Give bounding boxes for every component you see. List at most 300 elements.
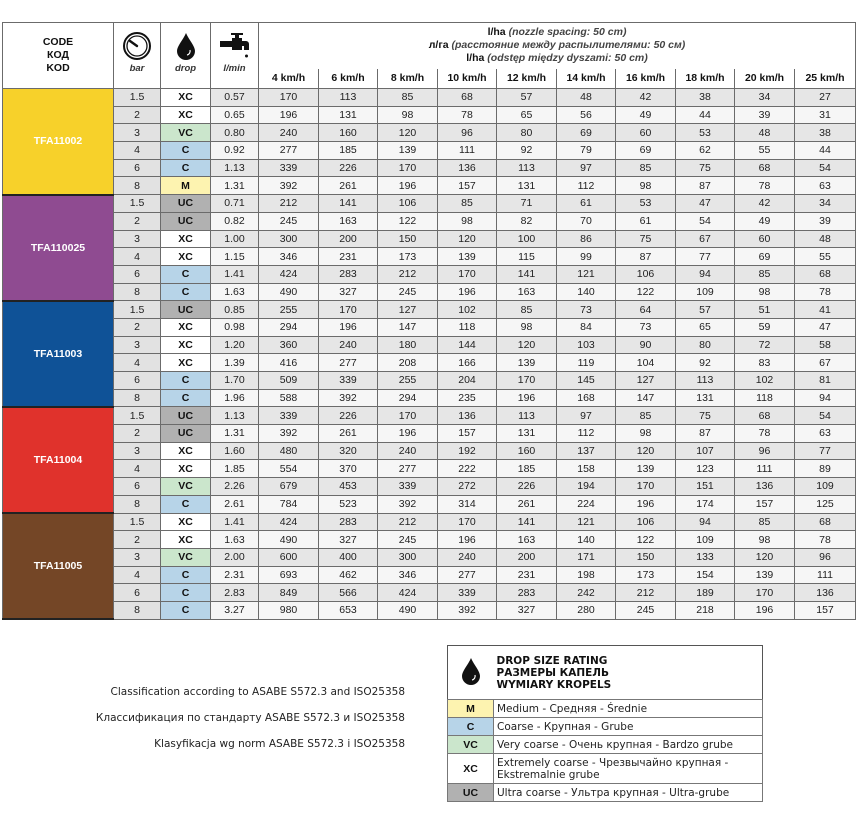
drop-size-cell: XC xyxy=(161,354,211,372)
rate-cell: 31 xyxy=(795,106,856,124)
rate-cell: 98 xyxy=(735,531,795,549)
rate-cell: 78 xyxy=(438,106,497,124)
rate-cell: 277 xyxy=(259,142,319,160)
rate-cell: 80 xyxy=(676,336,735,354)
rate-cell: 166 xyxy=(438,354,497,372)
rate-cell: 170 xyxy=(319,301,378,319)
table-row xyxy=(3,372,856,390)
rate-cell: 47 xyxy=(676,195,735,213)
rate-cell: 280 xyxy=(557,601,616,619)
rate-cell: 121 xyxy=(557,265,616,283)
drop-icon xyxy=(460,656,482,686)
table-row xyxy=(3,354,856,372)
rate-cell: 96 xyxy=(735,442,795,460)
rate-cell: 48 xyxy=(735,124,795,142)
rate-cell: 185 xyxy=(497,460,557,478)
rate-cell: 120 xyxy=(616,442,676,460)
rate-cell: 242 xyxy=(557,584,616,602)
legend-item xyxy=(448,784,763,802)
flow-rate-cell: 1.31 xyxy=(211,425,259,443)
rate-cell: 68 xyxy=(795,513,856,531)
rate-cell: 111 xyxy=(735,460,795,478)
rate-cell: 141 xyxy=(319,195,378,213)
flow-rate-cell: 0.71 xyxy=(211,195,259,213)
drop-size-cell: UC xyxy=(161,407,211,425)
flow-rate-cell: 2.83 xyxy=(211,584,259,602)
rate-cell: 58 xyxy=(795,336,856,354)
rate-cell: 113 xyxy=(319,89,378,107)
rate-cell: 104 xyxy=(616,354,676,372)
title-line-ru: л/га (расстояние между распылителями: 50 см) xyxy=(428,39,686,52)
rate-cell: 98 xyxy=(616,177,676,195)
rate-cell: 509 xyxy=(259,372,319,390)
rate-cell: 157 xyxy=(438,177,497,195)
drop-size-cell: C xyxy=(161,389,211,407)
rate-cell: 339 xyxy=(378,478,438,496)
table-row xyxy=(3,230,856,248)
rate-cell: 170 xyxy=(438,513,497,531)
rate-cell: 140 xyxy=(557,283,616,301)
rate-cell: 480 xyxy=(259,442,319,460)
rate-cell: 67 xyxy=(795,354,856,372)
rate-cell: 170 xyxy=(735,584,795,602)
speed-header-12-km-h: 12 km/h xyxy=(497,69,557,89)
drop-size-cell: UC xyxy=(161,195,211,213)
speed-header-18-km-h: 18 km/h xyxy=(676,69,735,89)
drop-size-cell: C xyxy=(161,601,211,619)
rate-cell: 119 xyxy=(557,354,616,372)
rate-cell: 189 xyxy=(676,584,735,602)
rate-cell: 462 xyxy=(319,566,378,584)
drop-size-cell: XC xyxy=(161,460,211,478)
rate-cell: 85 xyxy=(735,513,795,531)
flow-rate-cell: 1.41 xyxy=(211,265,259,283)
rate-cell: 120 xyxy=(497,336,557,354)
rate-cell: 85 xyxy=(378,89,438,107)
rate-cell: 170 xyxy=(259,89,319,107)
flow-rate-cell: 0.85 xyxy=(211,301,259,319)
rate-cell: 196 xyxy=(497,389,557,407)
legend-label: Very coarse - Очень крупная - Bardzo grube xyxy=(494,736,763,754)
rate-cell: 70 xyxy=(557,212,616,230)
flow-rate-cell: 0.98 xyxy=(211,318,259,336)
rate-cell: 139 xyxy=(735,566,795,584)
nozzle-code-cell: TFA110025 xyxy=(3,195,114,301)
rate-cell: 327 xyxy=(319,531,378,549)
pressure-cell: 4 xyxy=(114,142,161,160)
flow-rate-cell: 1.85 xyxy=(211,460,259,478)
rate-cell: 78 xyxy=(795,531,856,549)
flow-rate-cell: 2.31 xyxy=(211,566,259,584)
rate-cell: 68 xyxy=(438,89,497,107)
rate-cell: 120 xyxy=(735,548,795,566)
application-rate-header xyxy=(259,23,856,69)
legend-item xyxy=(448,754,763,784)
rate-cell: 144 xyxy=(438,336,497,354)
rate-cell: 194 xyxy=(557,478,616,496)
rate-cell: 127 xyxy=(378,301,438,319)
pressure-cell: 2 xyxy=(114,318,161,336)
pressure-cell: 4 xyxy=(114,460,161,478)
rate-cell: 92 xyxy=(676,354,735,372)
drop-size-cell: VC xyxy=(161,478,211,496)
rate-cell: 139 xyxy=(438,248,497,266)
rate-cell: 53 xyxy=(676,124,735,142)
pressure-cell: 6 xyxy=(114,372,161,390)
legend-code: UC xyxy=(448,784,494,802)
rate-cell: 44 xyxy=(795,142,856,160)
rate-cell: 261 xyxy=(497,495,557,513)
rate-cell: 261 xyxy=(319,425,378,443)
rate-cell: 65 xyxy=(497,106,557,124)
rate-cell: 147 xyxy=(616,389,676,407)
code-label-en: CODE xyxy=(42,36,74,48)
rate-cell: 85 xyxy=(497,301,557,319)
rate-cell: 85 xyxy=(735,265,795,283)
rate-cell: 139 xyxy=(378,142,438,160)
rate-cell: 68 xyxy=(735,407,795,425)
rate-cell: 80 xyxy=(497,124,557,142)
rate-cell: 196 xyxy=(616,495,676,513)
drop-size-cell: C xyxy=(161,566,211,584)
rate-cell: 554 xyxy=(259,460,319,478)
rate-cell: 392 xyxy=(259,177,319,195)
rate-cell: 255 xyxy=(378,372,438,390)
rate-cell: 53 xyxy=(616,195,676,213)
rate-cell: 600 xyxy=(259,548,319,566)
rate-cell: 277 xyxy=(378,460,438,478)
flow-rate-cell: 1.00 xyxy=(211,230,259,248)
rate-cell: 157 xyxy=(795,601,856,619)
rate-cell: 226 xyxy=(319,407,378,425)
flow-rate-cell: 0.92 xyxy=(211,142,259,160)
table-row xyxy=(3,177,856,195)
rate-cell: 200 xyxy=(319,230,378,248)
rate-cell: 300 xyxy=(378,548,438,566)
rate-cell: 57 xyxy=(497,89,557,107)
legend-label: Ultra coarse - Ультра крупная - Ultra-grube xyxy=(494,784,763,802)
rate-cell: 44 xyxy=(676,106,735,124)
rate-cell: 92 xyxy=(497,142,557,160)
rate-cell: 392 xyxy=(259,425,319,443)
flow-rate-cell: 1.15 xyxy=(211,248,259,266)
rate-cell: 79 xyxy=(557,142,616,160)
rate-cell: 339 xyxy=(259,407,319,425)
classification-pl: Klasyfikacja wg norm ASABE S572.3 i ISO25358 xyxy=(154,738,405,750)
rate-cell: 173 xyxy=(616,566,676,584)
legend-code: C xyxy=(448,718,494,736)
speed-header-14-km-h: 14 km/h xyxy=(557,69,616,89)
rate-cell: 102 xyxy=(735,372,795,390)
rate-cell: 41 xyxy=(795,301,856,319)
legend-item xyxy=(448,718,763,736)
table-row xyxy=(3,513,856,531)
drop-size-cell: UC xyxy=(161,425,211,443)
rate-cell: 150 xyxy=(378,230,438,248)
rate-cell: 170 xyxy=(438,265,497,283)
rate-cell: 235 xyxy=(438,389,497,407)
table-row xyxy=(3,212,856,230)
rate-cell: 67 xyxy=(676,230,735,248)
rate-cell: 65 xyxy=(676,318,735,336)
rate-cell: 85 xyxy=(616,407,676,425)
rate-cell: 106 xyxy=(378,195,438,213)
pressure-cell: 2 xyxy=(114,106,161,124)
rate-cell: 61 xyxy=(557,195,616,213)
drop-unit-label: drop xyxy=(174,63,197,74)
drop-icon xyxy=(175,31,197,61)
speed-header-16-km-h: 16 km/h xyxy=(616,69,676,89)
rate-cell: 56 xyxy=(557,106,616,124)
code-label-pl: KOD xyxy=(46,62,70,74)
rate-cell: 212 xyxy=(378,513,438,531)
rate-cell: 86 xyxy=(557,230,616,248)
flow-rate-cell: 2.61 xyxy=(211,495,259,513)
rate-cell: 173 xyxy=(378,248,438,266)
drop-size-cell: UC xyxy=(161,212,211,230)
table-row xyxy=(3,460,856,478)
drop-size-cell: XC xyxy=(161,248,211,266)
rate-cell: 48 xyxy=(557,89,616,107)
rate-cell: 157 xyxy=(735,495,795,513)
rate-cell: 300 xyxy=(259,230,319,248)
table-row xyxy=(3,495,856,513)
table-body xyxy=(3,89,856,620)
rate-cell: 245 xyxy=(378,283,438,301)
rate-cell: 141 xyxy=(497,513,557,531)
rate-cell: 75 xyxy=(616,230,676,248)
drop-size-cell: XC xyxy=(161,106,211,124)
rate-cell: 38 xyxy=(676,89,735,107)
drop-size-cell: UC xyxy=(161,301,211,319)
pressure-cell: 6 xyxy=(114,584,161,602)
drop-column-header xyxy=(161,23,211,89)
pressure-cell: 2 xyxy=(114,425,161,443)
rate-cell: 73 xyxy=(616,318,676,336)
nozzle-chart-table xyxy=(2,22,856,620)
rate-cell: 245 xyxy=(378,531,438,549)
rate-cell: 125 xyxy=(795,495,856,513)
rate-cell: 106 xyxy=(616,265,676,283)
drop-size-cell: XC xyxy=(161,230,211,248)
rate-cell: 693 xyxy=(259,566,319,584)
rate-cell: 54 xyxy=(795,159,856,177)
rate-cell: 133 xyxy=(676,548,735,566)
rate-cell: 327 xyxy=(497,601,557,619)
pressure-cell: 3 xyxy=(114,548,161,566)
table-row xyxy=(3,584,856,602)
rate-cell: 192 xyxy=(438,442,497,460)
flow-rate-cell: 0.80 xyxy=(211,124,259,142)
rate-cell: 200 xyxy=(497,548,557,566)
rate-cell: 113 xyxy=(497,407,557,425)
rate-cell: 327 xyxy=(319,283,378,301)
rate-cell: 231 xyxy=(497,566,557,584)
rate-cell: 49 xyxy=(616,106,676,124)
nozzle-code-cell: TFA11004 xyxy=(3,407,114,513)
rate-cell: 277 xyxy=(438,566,497,584)
rate-cell: 370 xyxy=(319,460,378,478)
rate-cell: 180 xyxy=(378,336,438,354)
pressure-cell: 8 xyxy=(114,389,161,407)
rate-cell: 490 xyxy=(378,601,438,619)
rate-cell: 98 xyxy=(378,106,438,124)
drop-size-cell: XC xyxy=(161,442,211,460)
rate-cell: 100 xyxy=(497,230,557,248)
rate-cell: 85 xyxy=(616,159,676,177)
rate-cell: 109 xyxy=(795,478,856,496)
rate-cell: 784 xyxy=(259,495,319,513)
rate-cell: 392 xyxy=(319,389,378,407)
rate-cell: 170 xyxy=(497,372,557,390)
rate-cell: 150 xyxy=(616,548,676,566)
pressure-cell: 4 xyxy=(114,248,161,266)
rate-cell: 81 xyxy=(795,372,856,390)
table-row xyxy=(3,195,856,213)
pressure-cell: 1.5 xyxy=(114,513,161,531)
rate-cell: 122 xyxy=(378,212,438,230)
rate-cell: 61 xyxy=(616,212,676,230)
flow-rate-cell: 1.41 xyxy=(211,513,259,531)
legend-code: VC xyxy=(448,736,494,754)
nozzle-code-cell: TFA11003 xyxy=(3,301,114,407)
rate-cell: 99 xyxy=(557,248,616,266)
rate-cell: 111 xyxy=(438,142,497,160)
rate-cell: 137 xyxy=(557,442,616,460)
rate-cell: 185 xyxy=(319,142,378,160)
flow-rate-cell: 1.63 xyxy=(211,531,259,549)
rate-cell: 157 xyxy=(438,425,497,443)
rate-cell: 54 xyxy=(676,212,735,230)
rate-cell: 34 xyxy=(735,89,795,107)
title-line-en: l/ha (nozzle spacing: 50 cm) xyxy=(487,26,627,39)
rate-cell: 170 xyxy=(616,478,676,496)
rate-cell: 127 xyxy=(616,372,676,390)
rate-cell: 62 xyxy=(676,142,735,160)
rate-cell: 90 xyxy=(616,336,676,354)
rate-cell: 94 xyxy=(676,513,735,531)
speed-header-20-km-h: 20 km/h xyxy=(735,69,795,89)
rate-cell: 222 xyxy=(438,460,497,478)
rate-cell: 55 xyxy=(795,248,856,266)
rate-cell: 160 xyxy=(319,124,378,142)
code-column-header xyxy=(3,23,114,89)
rate-cell: 566 xyxy=(319,584,378,602)
rate-cell: 139 xyxy=(616,460,676,478)
rate-cell: 107 xyxy=(676,442,735,460)
rate-cell: 98 xyxy=(497,318,557,336)
rate-cell: 653 xyxy=(319,601,378,619)
rate-cell: 294 xyxy=(259,318,319,336)
rate-cell: 174 xyxy=(676,495,735,513)
rate-cell: 122 xyxy=(616,283,676,301)
rate-cell: 106 xyxy=(616,513,676,531)
rate-cell: 60 xyxy=(735,230,795,248)
rate-cell: 73 xyxy=(557,301,616,319)
rate-cell: 198 xyxy=(557,566,616,584)
flow-unit-label: l/min xyxy=(223,63,246,74)
rate-cell: 27 xyxy=(795,89,856,107)
bar-column-header xyxy=(114,23,161,89)
rate-cell: 240 xyxy=(319,336,378,354)
rate-cell: 83 xyxy=(735,354,795,372)
pressure-cell: 3 xyxy=(114,442,161,460)
rate-cell: 255 xyxy=(259,301,319,319)
rate-cell: 78 xyxy=(735,425,795,443)
rate-cell: 122 xyxy=(616,531,676,549)
rate-cell: 523 xyxy=(319,495,378,513)
table-row xyxy=(3,318,856,336)
rate-cell: 212 xyxy=(616,584,676,602)
rate-cell: 170 xyxy=(378,159,438,177)
rate-cell: 72 xyxy=(735,336,795,354)
table-row xyxy=(3,89,856,107)
rate-cell: 42 xyxy=(735,195,795,213)
rate-cell: 339 xyxy=(319,372,378,390)
rate-cell: 196 xyxy=(378,425,438,443)
table-row xyxy=(3,566,856,584)
drop-size-cell: XC xyxy=(161,318,211,336)
nozzle-code-cell: TFA11002 xyxy=(3,89,114,195)
drop-size-cell: C xyxy=(161,372,211,390)
rate-cell: 400 xyxy=(319,548,378,566)
rate-cell: 112 xyxy=(557,177,616,195)
rate-cell: 120 xyxy=(438,230,497,248)
rate-cell: 196 xyxy=(259,106,319,124)
rate-cell: 145 xyxy=(557,372,616,390)
rate-cell: 283 xyxy=(319,513,378,531)
rate-cell: 39 xyxy=(795,212,856,230)
pressure-cell: 6 xyxy=(114,159,161,177)
rate-cell: 64 xyxy=(616,301,676,319)
legend-code: M xyxy=(448,700,494,718)
rate-cell: 204 xyxy=(438,372,497,390)
rate-cell: 112 xyxy=(557,425,616,443)
rate-cell: 77 xyxy=(795,442,856,460)
table-row xyxy=(3,301,856,319)
rate-cell: 245 xyxy=(259,212,319,230)
rate-cell: 94 xyxy=(795,389,856,407)
rate-cell: 49 xyxy=(735,212,795,230)
rate-cell: 85 xyxy=(438,195,497,213)
legend-item xyxy=(448,700,763,718)
table-row xyxy=(3,159,856,177)
rate-cell: 346 xyxy=(259,248,319,266)
drop-size-cell: C xyxy=(161,584,211,602)
title-line-pl: l/ha (odstęp między dyszami: 50 cm) xyxy=(466,52,648,65)
rate-cell: 226 xyxy=(497,478,557,496)
rate-cell: 151 xyxy=(676,478,735,496)
table-row xyxy=(3,407,856,425)
rate-cell: 118 xyxy=(438,318,497,336)
rate-cell: 170 xyxy=(378,407,438,425)
drop-size-cell: VC xyxy=(161,548,211,566)
rate-cell: 75 xyxy=(676,159,735,177)
flow-rate-cell: 1.31 xyxy=(211,177,259,195)
classification-en: Classification according to ASABE S572.3 and ISO25358 xyxy=(110,686,405,698)
drop-size-cell: C xyxy=(161,495,211,513)
rate-cell: 69 xyxy=(735,248,795,266)
rate-cell: 980 xyxy=(259,601,319,619)
flow-rate-cell: 1.13 xyxy=(211,159,259,177)
table-row xyxy=(3,142,856,160)
rate-cell: 283 xyxy=(319,265,378,283)
rate-cell: 240 xyxy=(378,442,438,460)
rate-cell: 392 xyxy=(438,601,497,619)
flow-rate-cell: 1.63 xyxy=(211,283,259,301)
legend-code: XC xyxy=(448,754,494,784)
rate-cell: 849 xyxy=(259,584,319,602)
